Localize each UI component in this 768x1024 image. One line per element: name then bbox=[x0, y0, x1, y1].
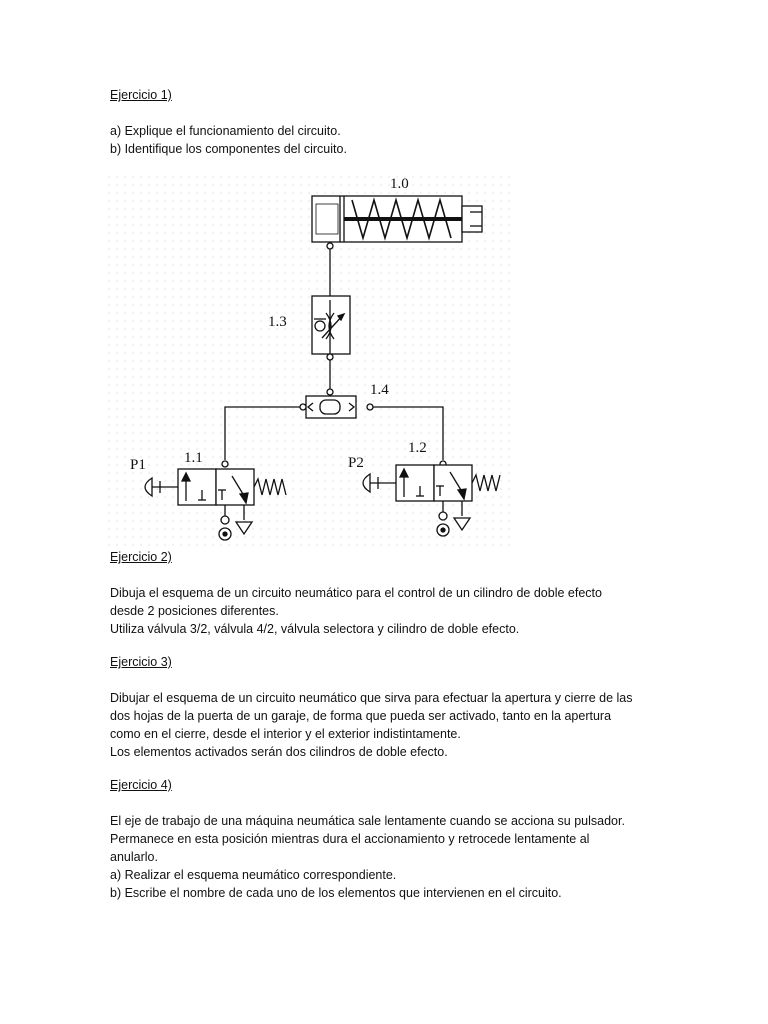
exercise-3-line: Los elementos activados serán dos cilindros de doble efecto. bbox=[110, 745, 448, 759]
exercise-1-heading: Ejercicio 1) bbox=[110, 88, 172, 102]
exercise-1-question-a: a) Explique el funcionamiento del circuito. bbox=[110, 124, 341, 138]
exercise-3-heading: Ejercicio 3) bbox=[110, 655, 172, 669]
double-acting-cylinder bbox=[312, 196, 482, 249]
exercise-1-question-b: b) Identifique los componentes del circuito. bbox=[110, 142, 347, 156]
exercise-3-line: Dibujar el esquema de un circuito neumático que sirva para efectuar la apertura y cierre de las bbox=[110, 691, 633, 705]
label-valve-2: 1.2 bbox=[408, 440, 427, 456]
label-valve-1: 1.1 bbox=[184, 450, 203, 466]
exercise-2-line: Dibuja el esquema de un circuito neumático para el control de un cilindro de doble efecto bbox=[110, 586, 602, 600]
label-selector: 1.4 bbox=[370, 382, 389, 398]
exercise-4-line: Permanece en esta posición mientras dura el accionamiento y retrocede lentamente al bbox=[110, 832, 590, 846]
exercise-4-line: anularlo. bbox=[110, 850, 158, 864]
exercise-2-line: desde 2 posiciones diferentes. bbox=[110, 604, 279, 618]
exercise-2 bbox=[110, 548, 690, 638]
exercise-4 bbox=[110, 776, 690, 902]
exercise-2-line: Utiliza válvula 3/2, válvula 4/2, válvula selectora y cilindro de doble efecto. bbox=[110, 622, 520, 636]
label-cylinder: 1.0 bbox=[390, 176, 409, 192]
exercise-4-line: El eje de trabajo de una máquina neumática sale lentamente cuando se acciona su pulsador. bbox=[110, 814, 625, 828]
circuit-svg bbox=[108, 176, 511, 546]
exercise-4-line: b) Escribe el nombre de cada uno de los elementos que intervienen en el circuito. bbox=[110, 886, 562, 900]
label-flow-control: 1.3 bbox=[268, 314, 287, 330]
exercise-3-line: dos hojas de la puerta de un garaje, de forma que pueda ser activado, tanto en la apertura bbox=[110, 709, 612, 723]
exercise-4-line: a) Realizar el esquema neumático correspondiente. bbox=[110, 868, 397, 882]
exercise-3 bbox=[110, 653, 690, 761]
label-pushbutton-2: P2 bbox=[348, 455, 364, 471]
flow-control-valve bbox=[312, 296, 350, 360]
exercise-2-heading: Ejercicio 2) bbox=[110, 550, 172, 564]
exercise-4-heading: Ejercicio 4) bbox=[110, 778, 172, 792]
exercise-3-line: como en el cierre, desde el interior y el exterior indistintamente. bbox=[110, 727, 461, 741]
label-pushbutton-1: P1 bbox=[130, 457, 146, 473]
pneumatic-circuit-diagram bbox=[108, 176, 511, 546]
exercise-1 bbox=[110, 86, 690, 158]
